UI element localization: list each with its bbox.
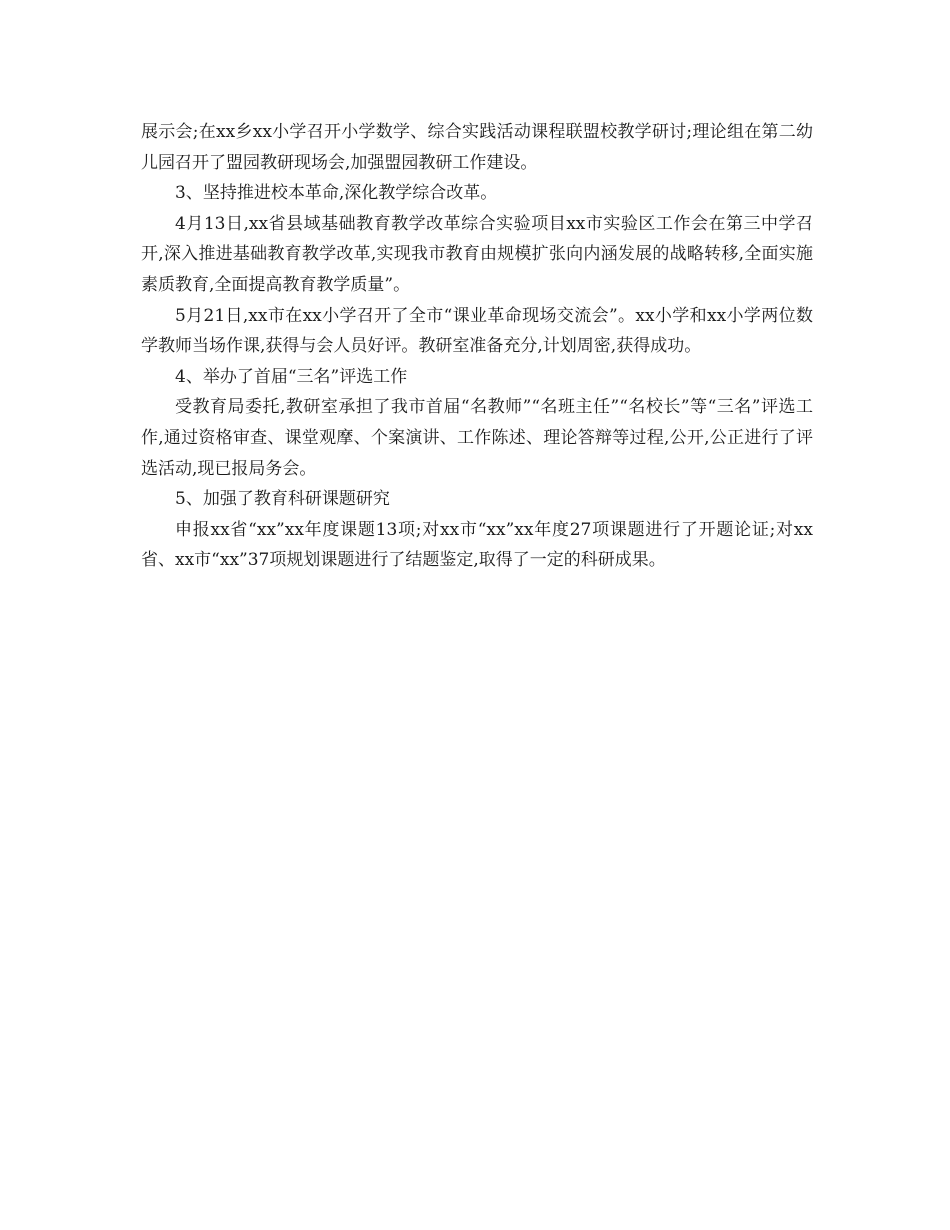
heading-three-names-selection: 4、举办了首届“三名”评选工作 <box>175 366 408 387</box>
paragraph-may-21-exchange: 5月21日,xx市在xx小学召开了全市“课业革命现场交流会”。xx小学和xx小学两位数学教师当场作课,获得与会人员好评。教研室准备充分,计划周密,获得成功。 <box>141 305 813 357</box>
heading-research-projects: 5、加强了教育科研课题研究 <box>175 489 390 510</box>
paragraph-april-13-meeting: 4月13日,xx省县域基础教育教学改革综合实验项目xx市实验区工作会在第三中学召开,深入推进基础教育教学改革,实现我市教育由规模扩张向内涵发展的战略转移,全面实施素质教育,全面提高教育教学质量”。 <box>141 213 813 295</box>
paragraph-research-projects: 申报xx省“xx”xx年度课题13项;对xx市“xx”xx年度27项课题进行了开题论证;对xx省、xx市“xx”37项规划课题进行了结题鉴定,取得了一定的科研成果。 <box>141 519 813 571</box>
document-body <box>141 117 813 576</box>
paragraph-demo-and-seminars: 展示会;在xx乡xx小学召开小学数学、综合实践活动课程联盟校教学研讨;理论组在第二幼儿园召开了盟园教研现场会,加强盟园教研工作建设。 <box>141 122 813 173</box>
paragraph-three-names-selection: 受教育局委托,教研室承担了我市首届“名教师”“名班主任”“名校长”等“三名”评选工作,通过资格审查、课堂观摩、个案演讲、工作陈述、理论答辩等过程,公开,公正进行了评选活动,现已报局务会。 <box>141 397 813 479</box>
heading-school-reform: 3、坚持推进校本革命,深化教学综合改革。 <box>175 183 498 204</box>
